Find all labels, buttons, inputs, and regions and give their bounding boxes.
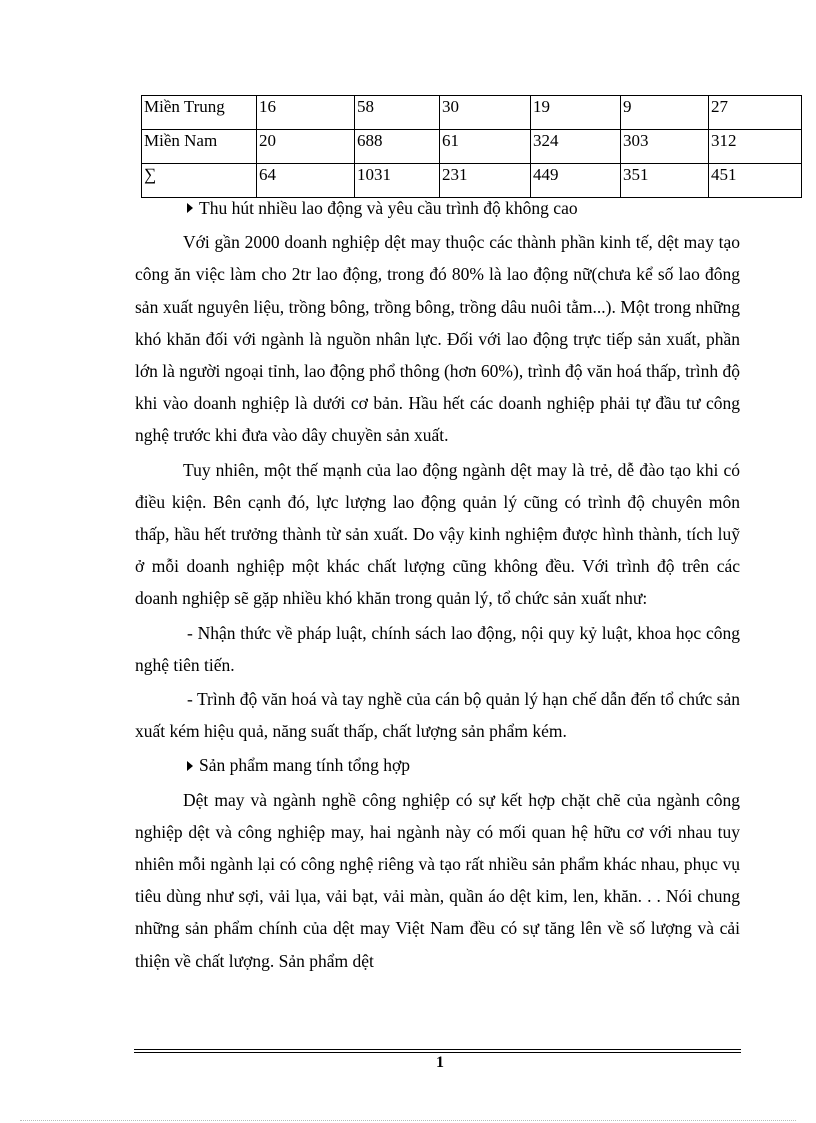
- table-cell: 449: [531, 164, 621, 198]
- table-cell: 64: [257, 164, 355, 198]
- section-heading-products: [135, 749, 740, 781]
- table-cell: 20: [257, 130, 355, 164]
- table-cell: 231: [440, 164, 531, 198]
- table-cell: 30: [440, 96, 531, 130]
- arrow-bullet-icon: [187, 203, 193, 213]
- paragraph: Với gần 2000 doanh nghiệp dệt may thuộc các thành phần kinh tế, dệt may tạo công ăn việc làm cho 2tr lao động, trong đó 80% là lao động nữ(chưa kể số lao đông sản xuất nguyên liệu, trồng bông, trồng bông, trồng dâu nuôi tằm...). Một trong những khó khăn đối với ngành là nguồn nhân lực. Đối với lao động trực tiếp sản xuất, phần lớn là người ngoại tỉnh, lao động phổ thông (hơn 60%), trình độ văn hoá thấp, trình độ khi vào doanh nghiệp là dưới cơ bản. Hầu hết các doanh nghiệp phải tự đầu tư công nghệ trước khi đưa vào dây chuyền sản xuất.: [135, 232, 740, 446]
- table-cell: 451: [709, 164, 802, 198]
- table-cell: 312: [709, 130, 802, 164]
- page-number: 1: [436, 1054, 444, 1071]
- table-row: [142, 130, 802, 164]
- paragraph: Tuy nhiên, một thế mạnh của lao động ngành dệt may là trẻ, dễ đào tạo khi có điều kiện. Bên cạnh đó, lực lượng lao động quản lý cũng có trình độ chuyên môn thấp, hầu hết trưởng thành từ sản xuất. Do vậy kinh nghiệm được hình thành, tích luỹ ở mỗi doanh nghiệp một khác chất lượng cũng không đều. Với trình độ trên các doanh nghiệp sẽ gặp nhiều khó khăn trong quản lý, tổ chức sản xuất như:: [135, 459, 740, 609]
- section-heading-labor: [135, 192, 740, 224]
- statistics-table: [141, 95, 802, 198]
- arrow-bullet-icon: [187, 761, 193, 771]
- sum-symbol-cell: ∑: [142, 164, 257, 198]
- table-cell: Miền Nam: [142, 130, 257, 164]
- table-cell: 324: [531, 130, 621, 164]
- table-cell: Miền Trung: [142, 96, 257, 130]
- heading-text: Thu hút nhiều lao động và yêu cầu trình độ không cao: [199, 198, 578, 218]
- table-cell: 9: [621, 96, 709, 130]
- table-cell: 1031: [355, 164, 440, 198]
- paragraph: Dệt may và ngành nghề công nghiệp có sự kết hợp chặt chẽ của ngành công nghiệp dệt và công nghiệp may, hai ngành này có mối quan hệ hữu cơ với nhau tuy nhiên mỗi ngành lại có công nghệ riêng và tạo rất nhiều sản phẩm khác nhau, phục vụ tiêu dùng như sợi, vải lụa, vải bạt, vải màn, quần áo dệt kim, len, khăn. . . Nói chung những sản phẩm chính của dệt may Việt Nam đều có sự tăng lên về số lượng và cải thiện về chất lượng. Sản phẩm dệt: [135, 789, 740, 971]
- table-cell: 58: [355, 96, 440, 130]
- table-cell: 16: [257, 96, 355, 130]
- table-cell: 61: [440, 130, 531, 164]
- dash-item: - Trình độ văn hoá và tay nghề của cán bộ quản lý hạn chế dẫn đến tổ chức sản xuất kém hiệu quả, năng suất thấp, chất lượng sản phẩm kém.: [135, 689, 740, 742]
- table-cell: 27: [709, 96, 802, 130]
- page-edge-divider: [20, 1120, 796, 1121]
- dash-item: - Nhận thức về pháp luật, chính sách lao động, nội quy kỷ luật, khoa học công nghệ tiên tiến.: [135, 622, 740, 675]
- table-cell: 688: [355, 130, 440, 164]
- table-cell: 19: [531, 96, 621, 130]
- footer-rule: [134, 1052, 741, 1053]
- table-cell: 303: [621, 130, 709, 164]
- footer-rule: [134, 1049, 741, 1050]
- table-row: [142, 96, 802, 130]
- body-text: [135, 192, 740, 979]
- table-cell: 351: [621, 164, 709, 198]
- heading-text: Sản phẩm mang tính tổng hợp: [199, 755, 410, 776]
